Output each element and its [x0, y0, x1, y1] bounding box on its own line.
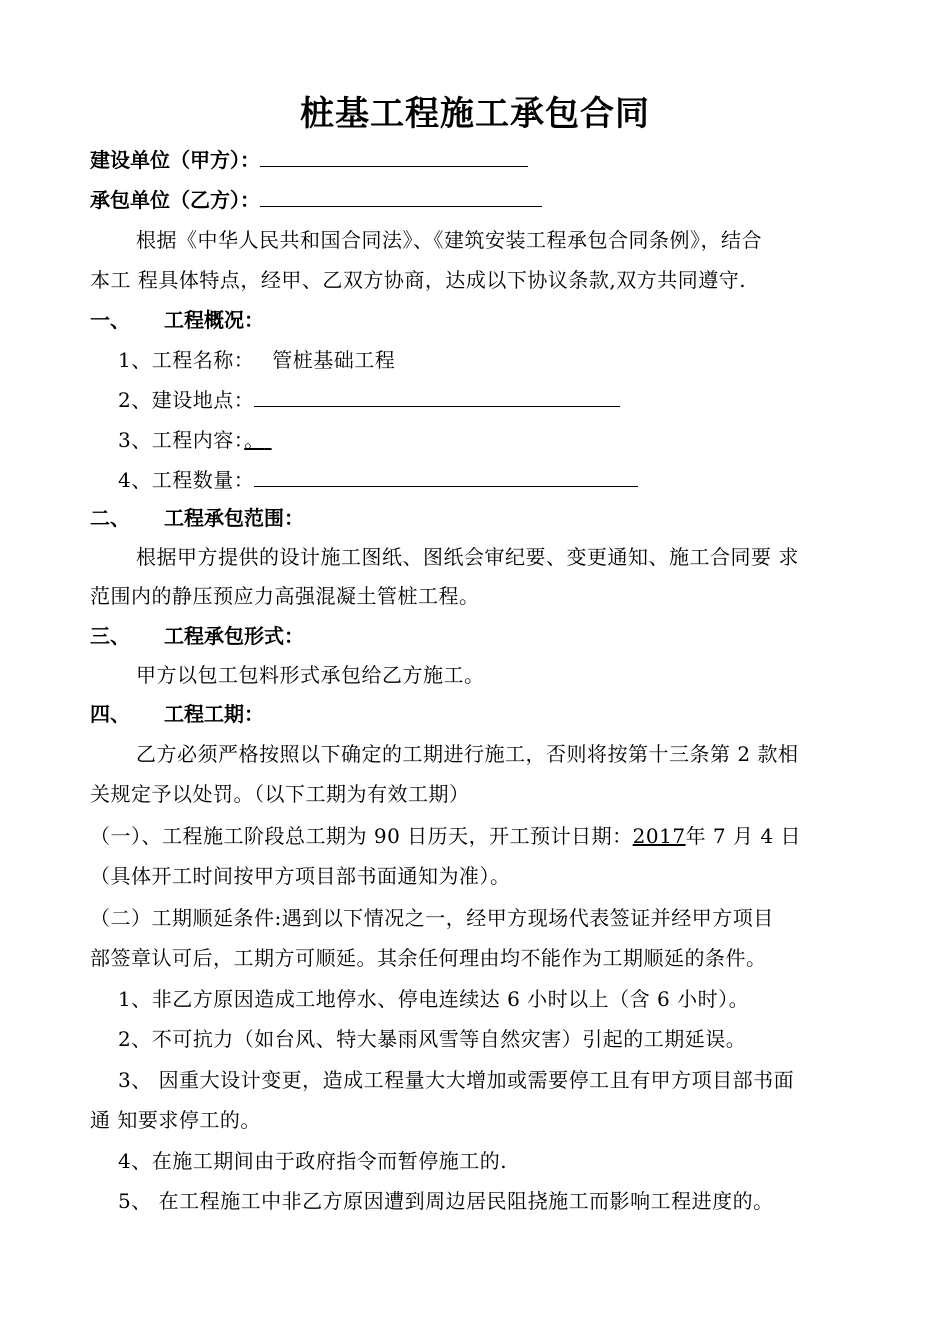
document-title: 桩基工程施工承包合同 [300, 94, 650, 134]
project-name-label: 1、工程名称： [118, 348, 255, 372]
condition-1: 1、非乙方原因造成工地停水、停电连续达 6 小时以上（含 6 小时）。 [118, 987, 750, 1011]
party-a-row [90, 144, 528, 173]
section-2-heading [90, 502, 304, 531]
project-content-label: 3、工程内容： [118, 428, 245, 452]
section-1-number: 一、 [90, 308, 130, 332]
section-3-title: 工程承包形式： [164, 624, 304, 648]
start-date-rest: 年 7 月 4 日 [685, 824, 801, 848]
condition-5: 5、 在工程施工中非乙方原因遭到周边居民阻挠施工而影响工程进度的。 [118, 1189, 774, 1213]
section-3-heading [90, 620, 304, 649]
party-b-row [90, 184, 542, 213]
project-content-value: 。 [244, 428, 265, 452]
intro-line-2: 本工 程具体特点，经甲、乙双方协商，达成以下协议条款,双方共同遵守. [90, 268, 747, 292]
extension-line-2: 部签章认可后，工期方可顺延。其余任何理由均不能作为工期顺延的条件。 [90, 946, 767, 970]
project-quantity-row [118, 464, 638, 493]
party-a-label: 建设单位（甲方）： [90, 148, 260, 172]
extension-line-1: （二）工期顺延条件:遇到以下情况之一，经甲方现场代表签证并经甲方项目 [90, 906, 774, 930]
section-1-heading [90, 304, 264, 333]
condition-3-line-2: 通 知要求停工的。 [90, 1108, 261, 1132]
party-b-label: 承包单位（乙方）： [90, 188, 260, 212]
section-1-title: 工程概况： [164, 308, 264, 332]
project-quantity-label: 4、工程数量： [118, 468, 255, 492]
project-site-label: 2、建设地点： [118, 388, 255, 412]
project-site-row [118, 384, 620, 413]
duration-line-1 [90, 820, 801, 849]
duration-text: （一）、工程施工阶段总工期为 90 日历天，开工预计日期： [90, 824, 633, 848]
condition-4: 4、在施工期间由于政府指令而暂停施工的. [118, 1149, 508, 1173]
section-4-title: 工程工期： [164, 702, 264, 726]
start-year: 2017 [632, 824, 686, 848]
section-4-line-1: 乙方必须严格按照以下确定的工期进行施工，否则将按第十三条第 2 款相 [136, 742, 799, 766]
section-3-number: 三、 [90, 624, 130, 648]
project-quantity-blank [254, 466, 638, 487]
section-4-heading [90, 698, 264, 727]
condition-3-line-1: 3、 因重大设计变更，造成工程量大大增加或需要停工且有甲方项目部书面 [118, 1068, 795, 1092]
section-4-number: 四、 [90, 702, 130, 726]
section-3-line-1: 甲方以包工包料形式承包给乙方施工。 [136, 663, 485, 687]
section-2-title: 工程承包范围： [164, 506, 304, 530]
section-2-line-2: 范围内的静压预应力高强混凝土管桩工程。 [90, 584, 480, 608]
project-content-row [118, 424, 272, 453]
project-site-blank [254, 386, 620, 407]
duration-line-2: （具体开工时间按甲方项目部书面通知为准）。 [90, 864, 511, 888]
party-b-blank [260, 186, 542, 207]
section-4-line-2: 关规定予以处罚。（以下工期为有效工期） [90, 782, 470, 806]
condition-2: 2、不可抗力（如台风、特大暴雨风雪等自然灾害）引起的工期延误。 [118, 1027, 747, 1051]
intro-line-1: 根据《中华人民共和国合同法》、《建筑安装工程承包合同条例》，结合 [136, 228, 762, 252]
section-2-line-1: 根据甲方提供的设计施工图纸、图纸会审纪要、变更通知、施工合同要 求 [136, 545, 799, 569]
project-name-value: 管桩基础工程 [272, 348, 396, 372]
section-2-number: 二、 [90, 506, 130, 530]
party-a-blank [260, 146, 528, 167]
project-name-row [118, 344, 395, 373]
